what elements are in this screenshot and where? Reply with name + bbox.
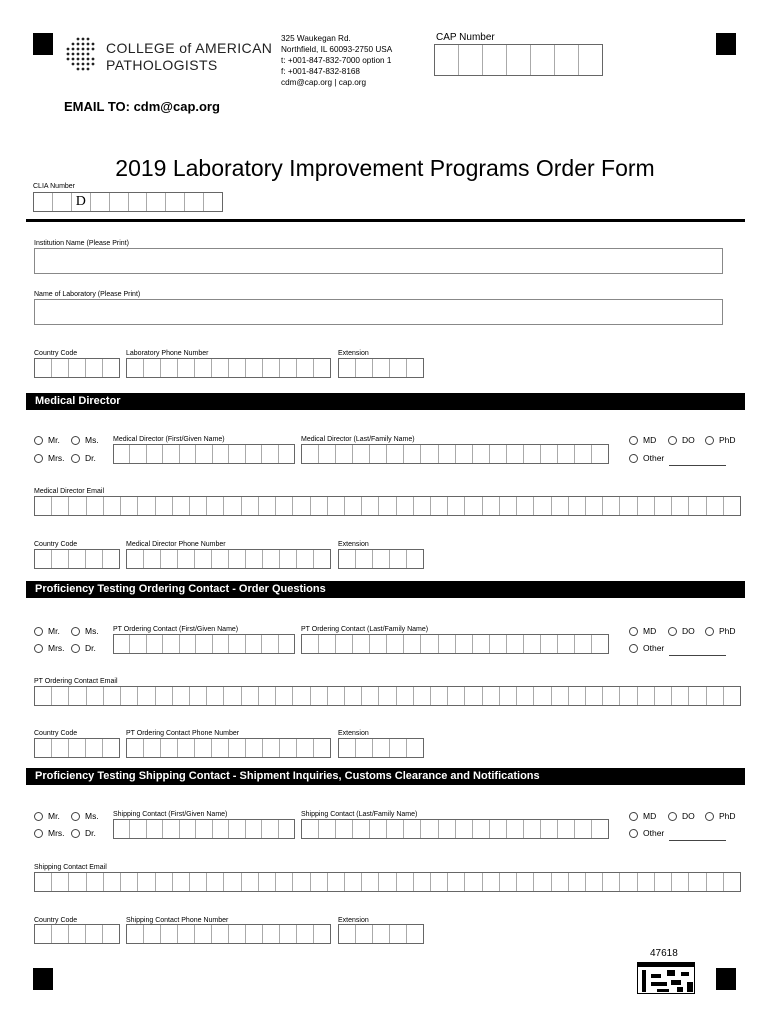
- section-header-pt-shipping: Proficiency Testing Shipping Contact - Shipment Inquiries, Customs Clearance and Notifications: [26, 768, 745, 785]
- country-code-label: Country Code: [34, 917, 78, 924]
- radio-do[interactable]: DO: [668, 435, 695, 445]
- form-code: 47618: [650, 948, 678, 959]
- first-name-label: Medical Director (First/Given Name): [113, 436, 225, 443]
- country-code-label: Country Code: [34, 350, 78, 357]
- first-name-label: PT Ordering Contact (First/Given Name): [113, 626, 239, 633]
- radio-dr[interactable]: Dr.: [71, 828, 96, 838]
- lab-name-input[interactable]: [34, 299, 723, 325]
- radio-ms[interactable]: Ms.: [71, 626, 99, 636]
- lab-phone-label: Laboratory Phone Number: [126, 350, 209, 357]
- address-line: cdm@cap.org | cap.org: [281, 78, 367, 87]
- section-header-medical-director: Medical Director: [26, 393, 745, 410]
- email-field[interactable]: [34, 496, 741, 516]
- last-name-field[interactable]: [301, 819, 609, 839]
- clia-prefix: D: [72, 193, 91, 211]
- radio-ms[interactable]: Ms.: [71, 435, 99, 445]
- country-code-field[interactable]: [34, 738, 120, 758]
- first-name-label: Shipping Contact (First/Given Name): [113, 811, 228, 818]
- page-title: 2019 Laboratory Improvement Programs Order Form: [115, 155, 655, 181]
- radio-dr[interactable]: Dr.: [71, 643, 96, 653]
- extension-field[interactable]: [338, 738, 424, 758]
- first-name-field[interactable]: [113, 634, 295, 654]
- radio-other[interactable]: Other: [629, 828, 664, 838]
- email-field[interactable]: [34, 686, 741, 706]
- radio-do[interactable]: DO: [668, 811, 695, 821]
- clia-number-field[interactable]: [33, 192, 223, 212]
- email-label: Medical Director Email: [34, 488, 105, 495]
- radio-mrs[interactable]: Mrs.: [34, 643, 65, 653]
- form-barcode: [637, 962, 695, 999]
- phone-label: Medical Director Phone Number: [126, 541, 226, 548]
- last-name-field[interactable]: [301, 444, 609, 464]
- institution-name-input[interactable]: [34, 248, 723, 274]
- other-degree-line[interactable]: [669, 465, 726, 466]
- radio-other[interactable]: Other: [629, 643, 664, 653]
- first-name-field[interactable]: [113, 444, 295, 464]
- radio-phd[interactable]: PhD: [705, 811, 736, 821]
- section-header-pt-ordering: Proficiency Testing Ordering Contact - Order Questions: [26, 581, 745, 598]
- country-code-field[interactable]: [34, 924, 120, 944]
- radio-phd[interactable]: PhD: [705, 626, 736, 636]
- address-block: [281, 33, 392, 88]
- email-to: EMAIL TO: cdm@cap.org: [64, 99, 220, 114]
- last-name-label: Shipping Contact (Last/Family Name): [301, 811, 418, 818]
- barcode-icon: [637, 962, 695, 994]
- radio-mr[interactable]: Mr.: [34, 435, 60, 445]
- radio-mrs[interactable]: Mrs.: [34, 828, 65, 838]
- email-label: Shipping Contact Email: [34, 864, 107, 871]
- radio-phd[interactable]: PhD: [705, 435, 736, 445]
- radio-ms[interactable]: Ms.: [71, 811, 99, 821]
- address-line: f: +001-847-832-8168: [281, 67, 360, 76]
- phone-label: PT Ordering Contact Phone Number: [126, 730, 240, 737]
- other-degree-line[interactable]: [669, 655, 726, 656]
- clia-number-label: CLIA Number: [33, 183, 76, 190]
- country-code-label: Country Code: [34, 541, 78, 548]
- phone-field[interactable]: [126, 549, 331, 569]
- radio-mr[interactable]: Mr.: [34, 626, 60, 636]
- extension-field[interactable]: [338, 549, 424, 569]
- dot-grid-icon: [64, 37, 100, 75]
- cap-number-field[interactable]: [434, 44, 603, 76]
- extension-label: Extension: [338, 541, 369, 548]
- registration-mark: [33, 33, 53, 55]
- extension-label: Extension: [338, 730, 369, 737]
- phone-field[interactable]: [126, 924, 331, 944]
- other-degree-line[interactable]: [669, 840, 726, 841]
- last-name-label: Medical Director (Last/Family Name): [301, 436, 415, 443]
- radio-md[interactable]: MD: [629, 811, 656, 821]
- logo-line-2: PATHOLOGISTS: [106, 57, 218, 73]
- cap-logo: [64, 37, 100, 80]
- extension-field[interactable]: [338, 358, 424, 378]
- phone-label: Shipping Contact Phone Number: [126, 917, 229, 924]
- institution-name-label: Institution Name (Please Print): [34, 240, 129, 247]
- email-field[interactable]: [34, 872, 741, 892]
- radio-other[interactable]: Other: [629, 453, 664, 463]
- logo-line-1: COLLEGE of AMERICAN: [106, 40, 273, 56]
- extension-field[interactable]: [338, 924, 424, 944]
- first-name-field[interactable]: [113, 819, 295, 839]
- registration-mark: [33, 968, 53, 990]
- registration-mark: [716, 33, 736, 55]
- extension-label: Extension: [338, 350, 369, 357]
- divider: [26, 219, 745, 222]
- lab-name-label: Name of Laboratory (Please Print): [34, 291, 141, 298]
- radio-md[interactable]: MD: [629, 435, 656, 445]
- last-name-field[interactable]: [301, 634, 609, 654]
- radio-md[interactable]: MD: [629, 626, 656, 636]
- lab-phone-field[interactable]: [126, 358, 331, 378]
- address-line: t: +001-847-832-7000 option 1: [281, 56, 392, 65]
- last-name-label: PT Ordering Contact (Last/Family Name): [301, 626, 429, 633]
- country-code-field[interactable]: [34, 358, 120, 378]
- registration-mark: [716, 968, 736, 990]
- address-line: Northfield, IL 60093-2750 USA: [281, 45, 393, 54]
- extension-label: Extension: [338, 917, 369, 924]
- radio-dr[interactable]: Dr.: [71, 453, 96, 463]
- cap-number-label: CAP Number: [436, 32, 495, 43]
- email-label: PT Ordering Contact Email: [34, 678, 118, 685]
- radio-mr[interactable]: Mr.: [34, 811, 60, 821]
- country-code-label: Country Code: [34, 730, 78, 737]
- country-code-field[interactable]: [34, 549, 120, 569]
- phone-field[interactable]: [126, 738, 331, 758]
- radio-do[interactable]: DO: [668, 626, 695, 636]
- radio-mrs[interactable]: Mrs.: [34, 453, 65, 463]
- address-line: 325 Waukegan Rd.: [281, 34, 351, 43]
